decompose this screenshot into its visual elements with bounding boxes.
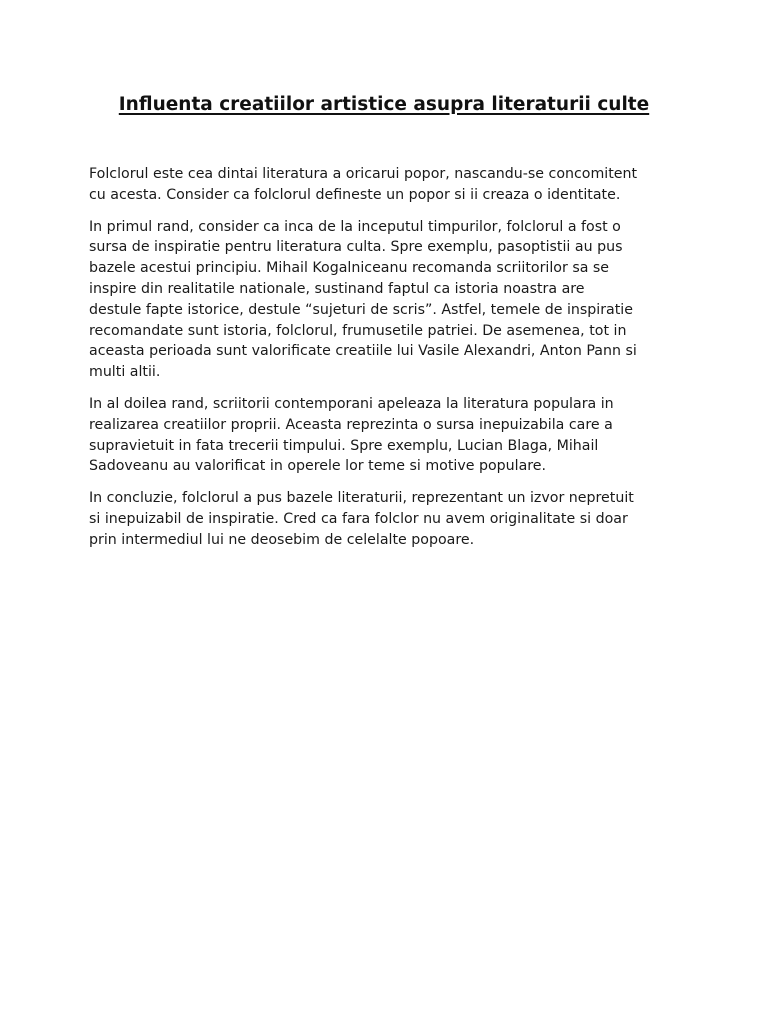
- text-line: sursa de inspiratie pentru literatura culta. Spre exemplu, pasoptistii au pus: [89, 239, 623, 256]
- document-title: Influenta creatiilor artistice asupra literaturii culte: [118, 94, 650, 115]
- text-line: realizarea creatiilor proprii. Aceasta reprezinta o sursa inepuizabila care a: [89, 416, 613, 433]
- text-line: In concluzie, folclorul a pus bazele literaturii, reprezentant un izvor nepretuit: [89, 490, 634, 507]
- text-line: recomandate sunt istoria, folclorul, frumusetile patriei. De asemenea, tot in: [89, 322, 627, 339]
- text-line: In al doilea rand, scriitorii contemporani apeleaza la literatura populara in: [89, 395, 614, 412]
- text-line: cu acesta. Consider ca folclorul defineste un popor si ii creaza o identitate.: [89, 186, 621, 203]
- text-line: supravietuit in fata trecerii timpului. Spre exemplu, Lucian Blaga, Mihail: [89, 437, 599, 454]
- text-line: In primul rand, consider ca inca de la inceputul timpurilor, folclorul a fost o: [89, 218, 621, 235]
- text-line: destule fapte istorice, destule “sujeturi de scris”. Astfel, temele de inspiratie: [89, 301, 633, 318]
- text-line: Sadoveanu au valorificat in operele lor teme si motive populare.: [89, 458, 547, 475]
- text-line: prin intermediul lui ne deosebim de celelalte popoare.: [89, 531, 475, 548]
- text-line: si inepuizabil de inspiratie. Cred ca fara folclor nu avem originalitate si doar: [89, 510, 628, 527]
- text-line: aceasta perioada sunt valorificate creatiile lui Vasile Alexandri, Anton Pann si: [89, 343, 637, 360]
- document-body: [89, 164, 689, 562]
- text-line: inspire din realitatile nationale, sustinand faptul ca istoria noastra are: [89, 280, 585, 297]
- paragraph-first-argument: [89, 217, 689, 383]
- text-line: bazele acestui principiu. Mihail Kogalniceanu recomanda scriitorilor sa se: [89, 260, 610, 277]
- paragraph-intro: [89, 164, 689, 206]
- paragraph-second-argument: [89, 394, 689, 477]
- paragraph-conclusion: [89, 488, 689, 550]
- text-line: Folclorul este cea dintai literatura a oricarui popor, nascandu-se concomitent: [89, 166, 638, 182]
- text-line: multi altii.: [89, 364, 161, 381]
